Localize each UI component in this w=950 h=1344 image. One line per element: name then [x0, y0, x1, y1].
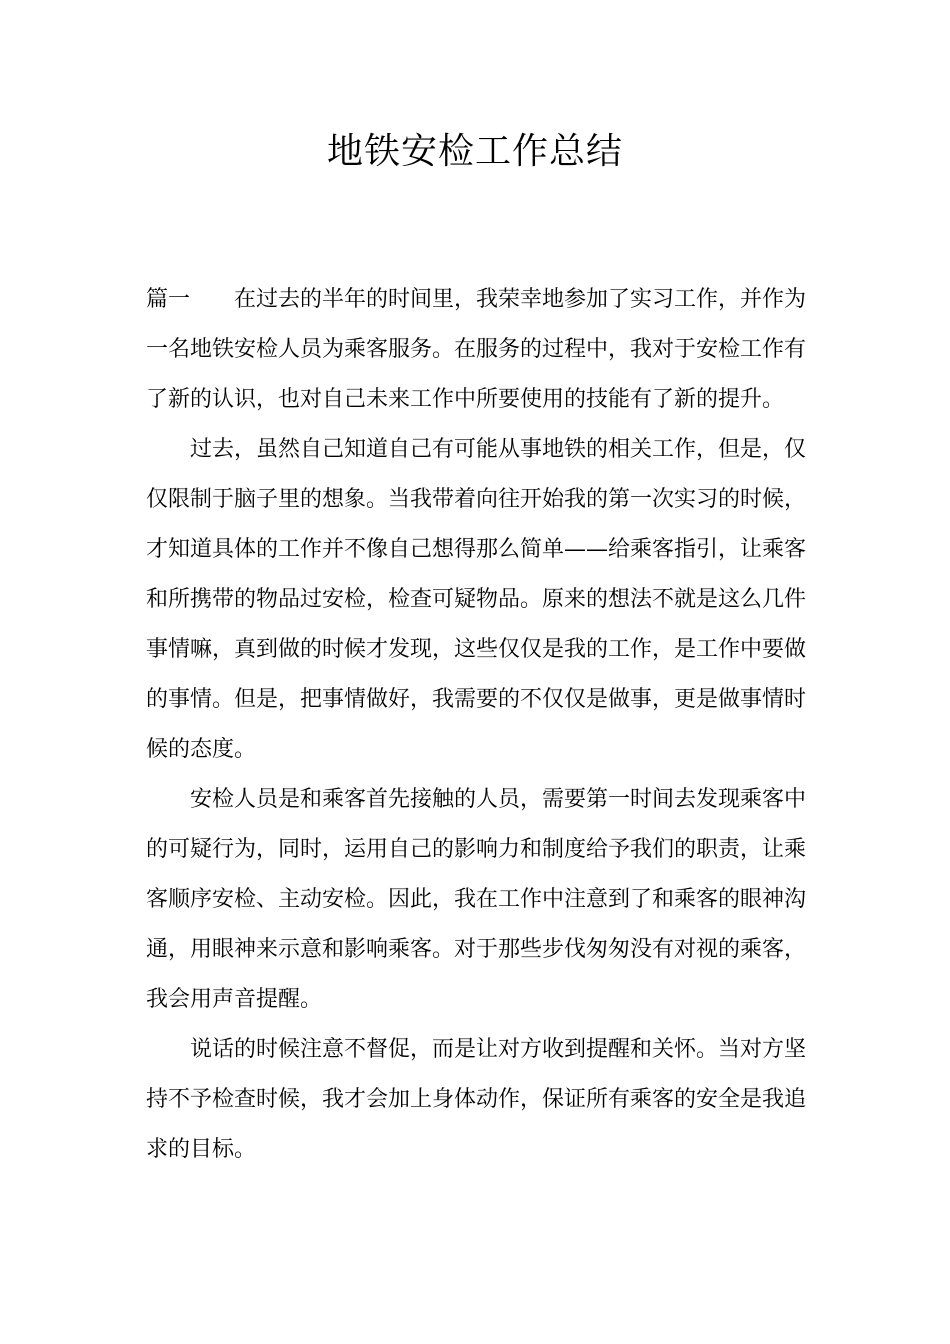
paragraph-1-text: 在过去的半年的时间里，我荣幸地参加了实习工作，并作为一名地铁安检人员为乘客服务。在服务的过程中，我对于安检工作有了新的认识，也对自己未来工作中所要使用的技能有了新的提升。 [146, 287, 807, 412]
paragraph-4: 说话的时候注意不督促，而是让对方收到提醒和关怀。当对方坚持不予检查时候，我才会加上身体动作，保证所有乘客的安全是我追求的目标。 [146, 1037, 807, 1162]
document-body [146, 275, 806, 1175]
paragraph-1 [146, 275, 806, 425]
document-title: 地铁安检工作总结 [326, 131, 623, 172]
section-label: 篇一 [146, 287, 191, 312]
paragraph-2: 过去，虽然自己知道自己有可能从事地铁的相关工作，但是，仅仅限制于脑子里的想象。当我带着向往开始我的第一次实习的时候，才知道具体的工作并不像自己想得那么简单——给乘客指引，让乘客和所携带的物品过安检，检查可疑物品。原来的想法不就是这么几件事情嘛，真到做的时候才发现，这些仅仅是我的工作，是工作中要做的事情。但是，把事情做好，我需要的不仅仅是做事，更是做事情时候的态度。 [146, 437, 807, 762]
paragraph-3: 安检人员是和乘客首先接触的人员，需要第一时间去发现乘客中的可疑行为，同时，运用自己的影响力和制度给予我们的职责，让乘客顺序安检、主动安检。因此，我在工作中注意到了和乘客的眼神沟通，用眼神来示意和影响乘客。对于那些步伐匆匆没有对视的乘客，我会用声音提醒。 [146, 787, 807, 1012]
